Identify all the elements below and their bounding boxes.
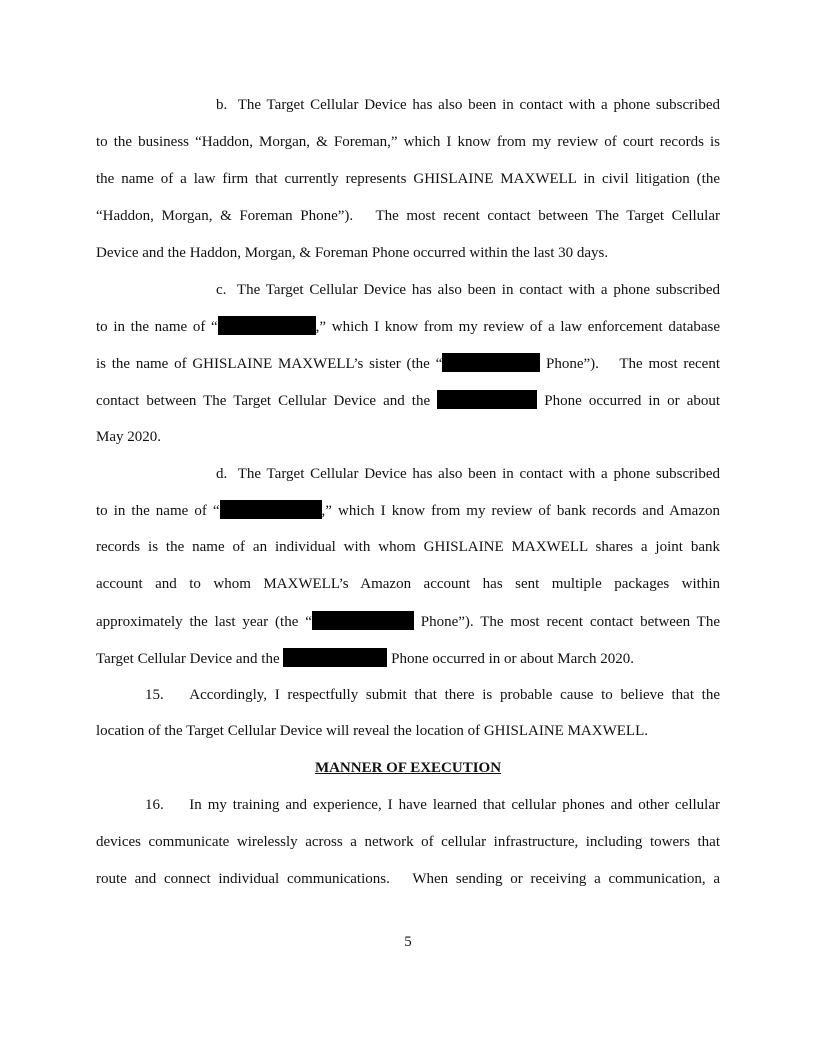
para-b-line-5: Device and the Haddon, Morgan, & Foreman Phone occurred within the last 30 days.: [96, 245, 609, 261]
redaction-box: [218, 316, 316, 335]
para-c-line-3: is the name of GHISLAINE MAXWELL’s sister (the “ Phone”). The most recent: [96, 353, 720, 374]
para-d-line-3: records is the name of an individual with whom GHISLAINE MAXWELL shares a joint bank: [96, 539, 720, 555]
para-b-line-1: b. The Target Cellular Device has also been in contact with a phone subscribed: [216, 97, 720, 113]
redaction-box: [437, 390, 537, 409]
para-16-line-1: 16. In my training and experience, I have learned that cellular phones and other cellular: [145, 797, 720, 813]
para-15-line-2: location of the Target Cellular Device will reveal the location of GHISLAINE MAXWELL.: [96, 723, 648, 739]
para-c-line-5: May 2020.: [96, 429, 161, 445]
para-d-line-5: approximately the last year (the “ Phone”). The most recent contact between The: [96, 611, 720, 632]
para-c-line-2: to in the name of “ ,” which I know from my review of a law enforcement database: [96, 316, 720, 337]
section-heading: MANNER OF EXECUTION: [314, 760, 502, 776]
para-d-line-6: Target Cellular Device and the Phone occurred in or about March 2020.: [96, 648, 720, 669]
para-b-line-4: “Haddon, Morgan, & Foreman Phone”). The most recent contact between The Target Cellular: [96, 208, 720, 224]
redaction-box: [442, 353, 540, 372]
redaction-box: [283, 648, 387, 667]
para-d-line-1: d. The Target Cellular Device has also been in contact with a phone subscribed: [216, 466, 720, 482]
para-d-line-4: account and to whom MAXWELL’s Amazon account has sent multiple packages within: [96, 576, 720, 592]
para-b-line-3: the name of a law firm that currently represents GHISLAINE MAXWELL in civil litigation (the: [96, 171, 720, 187]
para-c-line-4: contact between The Target Cellular Device and the Phone occurred in or about: [96, 390, 720, 411]
para-15-line-1: 15. Accordingly, I respectfully submit that there is probable cause to believe that the: [145, 687, 720, 703]
redaction-box: [220, 500, 322, 519]
para-c-line-1: c. The Target Cellular Device has also been in contact with a phone subscribed: [216, 282, 720, 298]
para-d-line-2: to in the name of “ ,” which I know from my review of bank records and Amazon: [96, 500, 720, 521]
page-number: 5: [404, 934, 412, 950]
para-16-line-2: devices communicate wirelessly across a network of cellular infrastructure, including towers that: [96, 834, 720, 850]
redaction-box: [312, 611, 414, 630]
para-16-line-3: route and connect individual communications. When sending or receiving a communication, a: [96, 871, 720, 887]
para-b-line-2: to the business “Haddon, Morgan, & Foreman,” which I know from my review of court records is: [96, 134, 720, 150]
